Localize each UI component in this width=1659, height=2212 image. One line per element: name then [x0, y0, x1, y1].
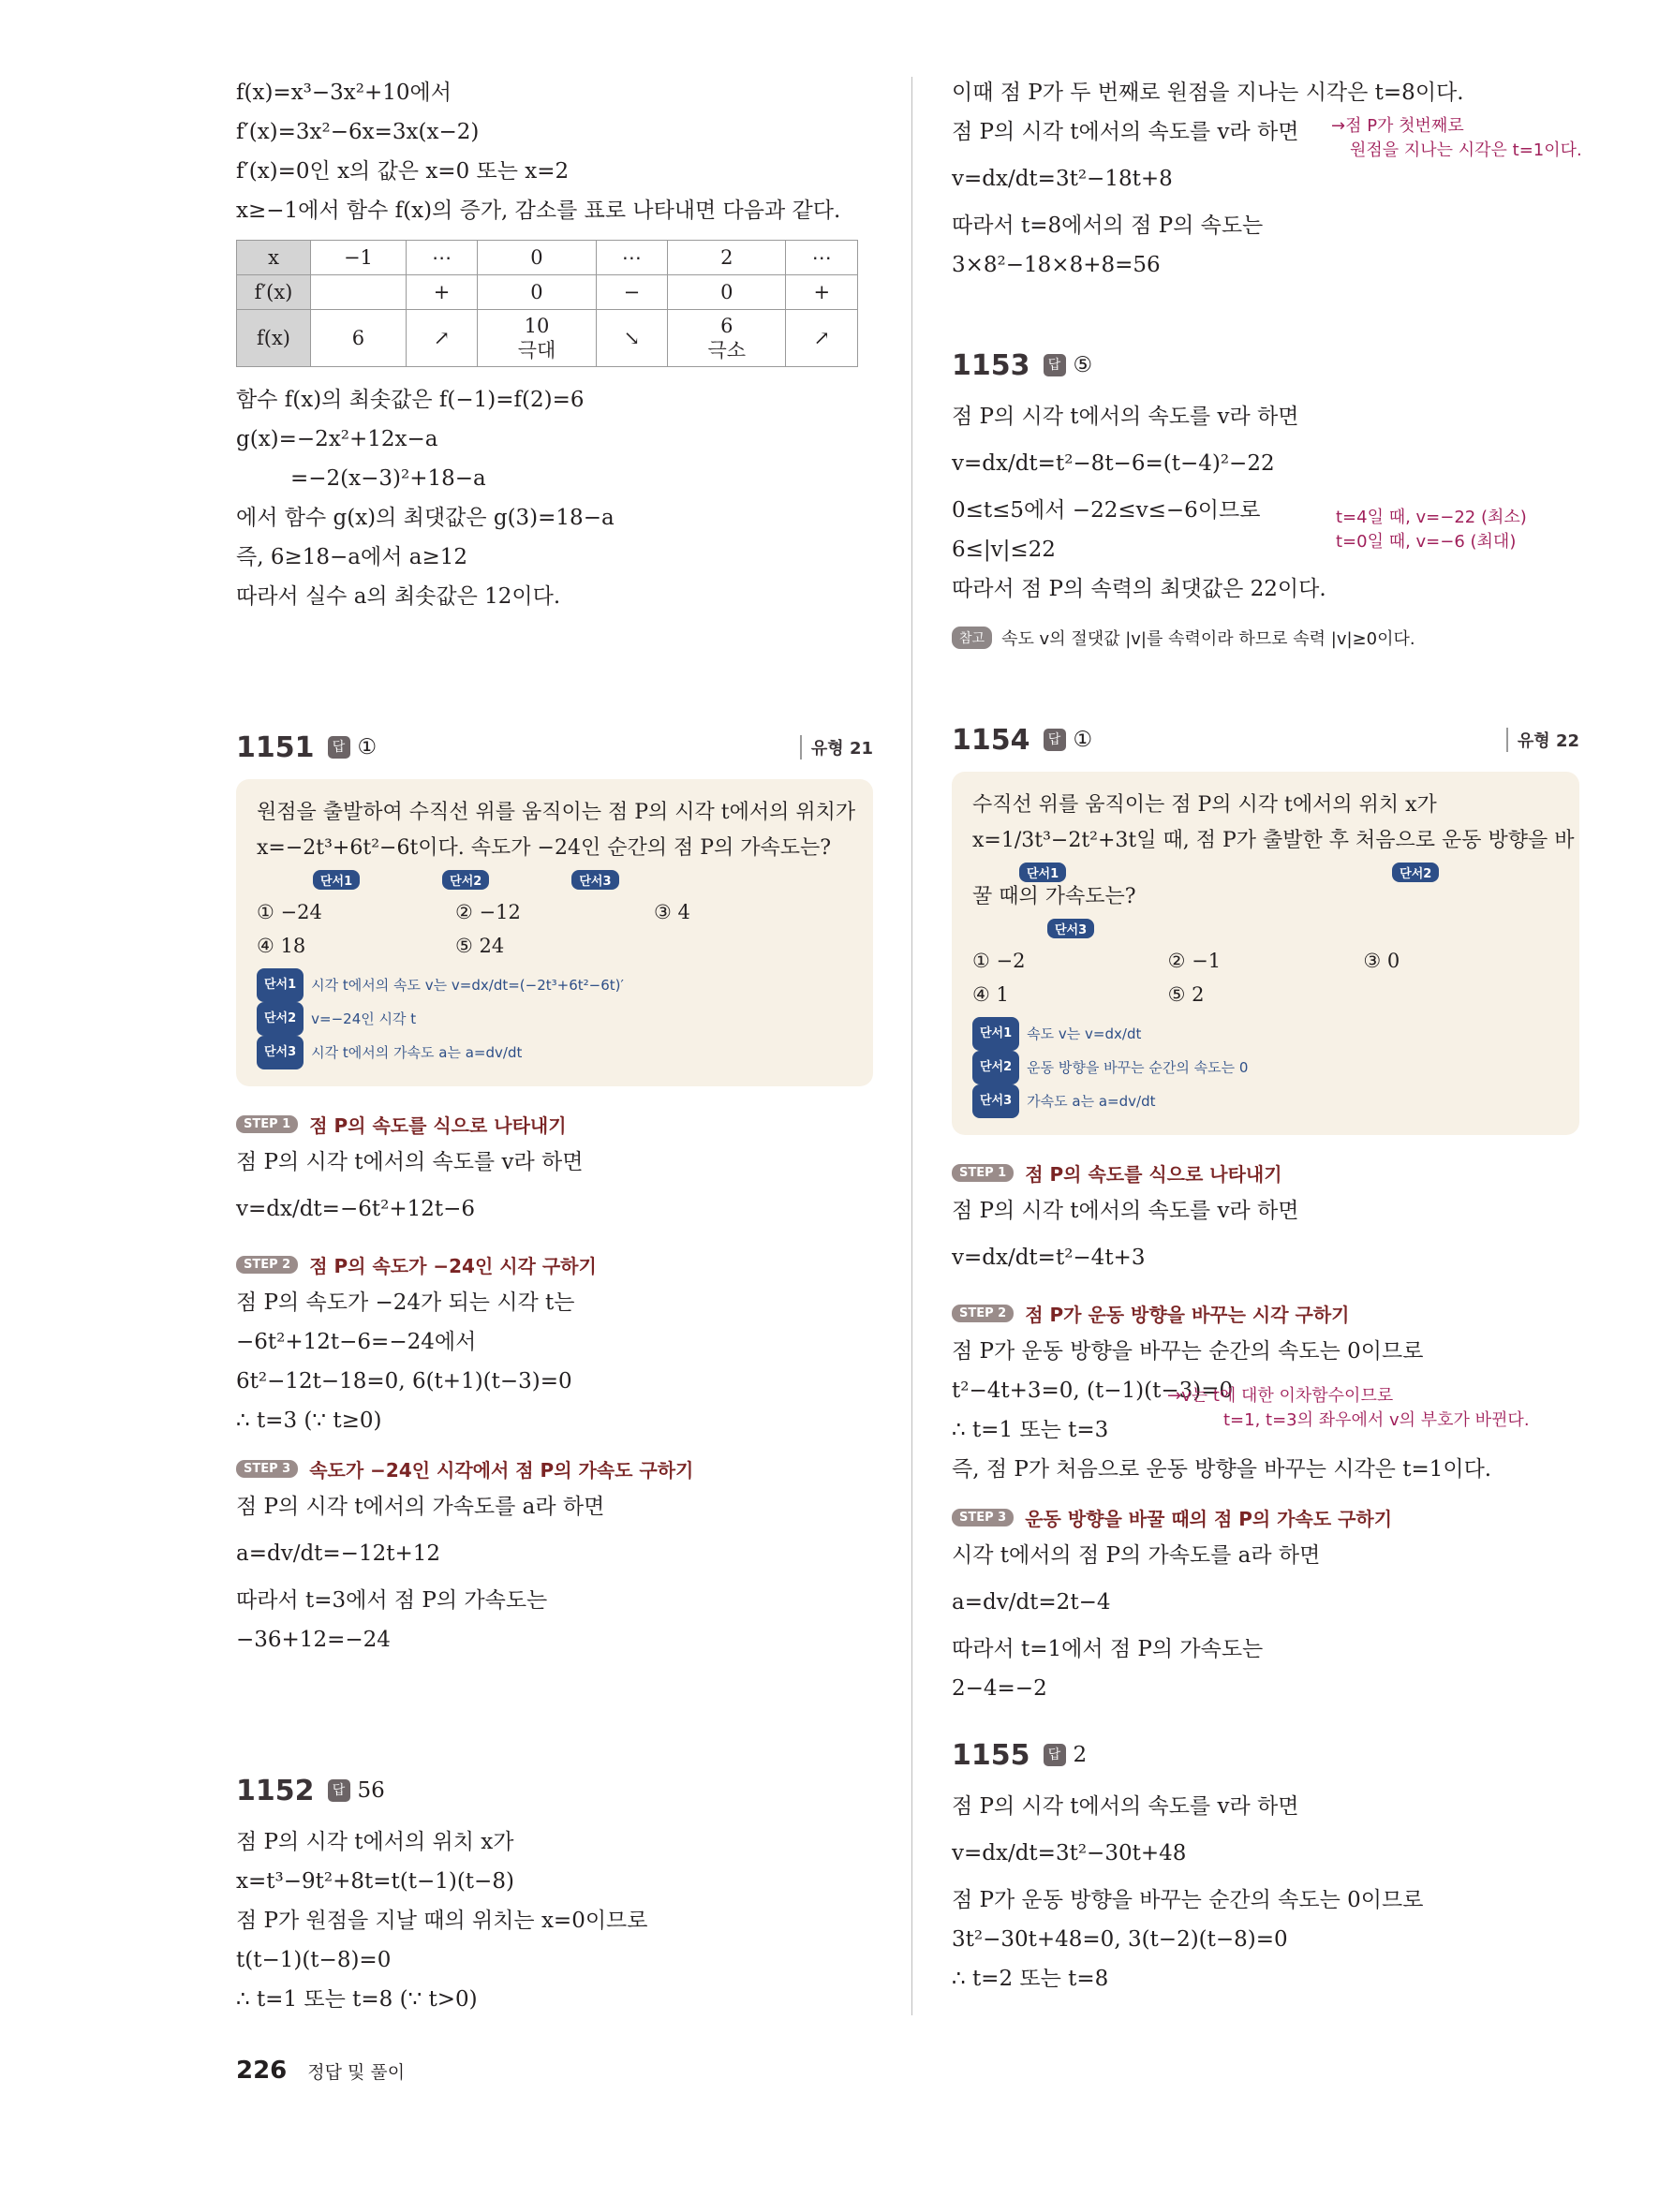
solution-line: 점 P의 시각 t에서의 위치 x가 [236, 1830, 514, 1854]
step-badge: STEP 1 [952, 1164, 1014, 1182]
solution-block [952, 397, 1579, 609]
solution-line: a=dv/dt=−12t+12 [236, 1541, 441, 1566]
step-title: 속도가 −24인 시각에서 점 P의 가속도 구하기 [309, 1458, 694, 1482]
solution-line: 점 P의 시각 t에서의 속도를 v라 하면 [236, 1150, 584, 1174]
choice: ⑤ 24 [455, 935, 505, 957]
question-line: x=1/3t³−2t²+3t일 때, 점 P가 출발한 후 처음으로 운동 방향을 바 [972, 829, 1575, 852]
clue-tag: 단서2 [257, 1002, 304, 1036]
clue-tag: 단서1 [313, 870, 360, 890]
hint-text: 속도 v는 v=dx/dt [1027, 1025, 1142, 1042]
page-footer [236, 2057, 405, 2085]
problem-number: 1153 [952, 348, 1030, 382]
table-cell: 6 [311, 310, 407, 367]
clue-tag: 단서2 [442, 870, 489, 890]
solution-line: 점 P가 운동 방향을 바꾸는 순간의 속도는 0이므로 [952, 1888, 1424, 1912]
question-box [952, 772, 1579, 1135]
question-box [236, 779, 873, 1086]
side-note [1331, 114, 1582, 163]
clue-tag-row [257, 869, 852, 890]
solution-line: 3t²−30t+48=0, 3(t−2)(t−8)=0 [952, 1927, 1288, 1952]
choice: ③ 4 [654, 901, 690, 923]
solution-line: 함수 f(x)의 최솟값은 f(−1)=f(2)=6 [236, 388, 585, 412]
answer-badge: 답 [328, 1779, 350, 1802]
solution-line: f′(x)=0인 x의 값은 x=0 또는 x=2 [236, 159, 570, 184]
choice: ② −12 [455, 901, 521, 923]
table-cell [478, 310, 596, 367]
hint-text: 가속도 a는 a=dv/dt [1027, 1093, 1156, 1110]
problem-header-1152 [236, 1764, 873, 1817]
choice: ① −2 [972, 950, 1026, 972]
table-row-f [237, 310, 858, 367]
problem-type: 유형 21 [800, 735, 873, 759]
solution-line: 따라서 t=1에서 점 P의 가속도는 [952, 1637, 1264, 1661]
clue-tag: 단서3 [1047, 919, 1094, 938]
solution-line: 0≤t≤5에서 −22≤v≤−6이므로 [952, 498, 1261, 523]
problem-header-1151 [236, 721, 873, 774]
solution-line: v=dx/dt=−6t²+12t−6 [236, 1197, 475, 1221]
step-badge: STEP 1 [236, 1115, 298, 1133]
choice: ③ 0 [1363, 950, 1400, 972]
solution-line: ∴ t=1 또는 t=3 [952, 1418, 1109, 1442]
hint-line [972, 1084, 1559, 1118]
table-cell: + [406, 275, 477, 310]
solution-line: 점 P가 원점을 지날 때의 위치는 x=0이므로 [236, 1909, 648, 1933]
table-cell: − [596, 275, 667, 310]
clue-tag: 단서1 [1019, 863, 1066, 882]
table-row-fprime [237, 275, 858, 310]
hint-line [972, 1017, 1559, 1051]
solution-line: 시각 t에서의 점 P의 가속도를 a라 하면 [952, 1543, 1321, 1568]
answer-badge: 답 [328, 736, 350, 759]
step-badge: STEP 2 [236, 1256, 298, 1274]
clue-tag-row [972, 862, 1559, 882]
solution-line: t²−4t+3=0, (t−1)(t−3)=0 [952, 1379, 1234, 1403]
choice: ④ 1 [972, 983, 1009, 1006]
problem-number: 1154 [952, 723, 1030, 757]
table-cell: ⋯ [596, 241, 667, 275]
clue-tag: 단서3 [257, 1036, 304, 1069]
cell-note: 극소 [707, 339, 747, 361]
solution-line: 점 P가 운동 방향을 바꾸는 순간의 속도는 0이므로 [952, 1339, 1424, 1364]
problem-type: 유형 22 [1506, 728, 1579, 752]
step-header [236, 1105, 873, 1143]
reference-note [952, 616, 1579, 659]
table-cell: ↗ [406, 310, 477, 367]
problem-header-1153 [952, 339, 1579, 391]
solution-line: 점 P의 시각 t에서의 속도를 v라 하면 [952, 405, 1299, 429]
note-line: t=4일 때, v=−22 (최소) [1336, 508, 1527, 527]
cell-value: 10 [524, 315, 550, 337]
choice: ② −1 [1167, 950, 1222, 972]
solution-line: t(t−1)(t−8)=0 [236, 1948, 392, 1972]
step-title: 점 P의 속도를 식으로 나타내기 [1025, 1162, 1282, 1186]
solution-line: 따라서 t=8에서의 점 P의 속도는 [952, 214, 1264, 238]
step-badge: STEP 2 [952, 1305, 1014, 1322]
solution-line: v=dx/dt=t²−4t+3 [952, 1246, 1146, 1270]
step-header [952, 1154, 1579, 1191]
step-body [952, 1332, 1579, 1489]
cell-value: 6 [720, 315, 733, 337]
table-cell: ⋯ [786, 241, 858, 275]
answer-value: 2 [1073, 1743, 1088, 1767]
step-title: 운동 방향을 바꿀 때의 점 P의 가속도 구하기 [1025, 1507, 1393, 1530]
choice: ⑤ 2 [1167, 983, 1205, 1006]
hint-text: 시각 t에서의 속도 v는 v=dx/dt=(−2t³+6t²−6t)′ [311, 977, 624, 994]
solution-line: 에서 함수 g(x)의 최댓값은 g(3)=18−a [236, 506, 615, 530]
solution-line: f′(x)=3x²−6x=3x(x−2) [236, 120, 480, 144]
continuation-block [952, 73, 1582, 285]
problem-header-1155 [952, 1729, 1579, 1781]
page-label: 정답 및 풀이 [307, 2062, 406, 2083]
column-divider [911, 77, 912, 2015]
note-line: t=1, t=3의 좌우에서 v의 부호가 바뀐다. [1223, 1410, 1530, 1430]
solution-line: 점 P의 시각 t에서의 속도를 v라 하면 [952, 120, 1299, 144]
choice: ① −24 [257, 901, 322, 923]
table-cell: + [786, 275, 858, 310]
solution-line: ∴ t=2 또는 t=8 [952, 1967, 1109, 1991]
solution-line: 2−4=−2 [952, 1676, 1047, 1701]
hint-line [972, 1051, 1559, 1084]
clue-tag: 단서2 [972, 1051, 1019, 1084]
note-line: 원점을 지나는 시각은 t=1이다. [1350, 140, 1582, 160]
answer-badge: 답 [1044, 354, 1066, 376]
solution-line: 6≤|v|≤22 [952, 538, 1056, 562]
solution-line: 점 P의 시각 t에서의 가속도를 a라 하면 [236, 1495, 605, 1519]
solution-line: 즉, 점 P가 처음으로 운동 방향을 바꾸는 시각은 t=1이다. [952, 1457, 1492, 1482]
table-cell: f′(x) [237, 275, 311, 310]
increase-decrease-table [236, 240, 858, 367]
clue-tag-row [972, 918, 1559, 938]
question-line: 수직선 위를 움직이는 점 P의 시각 t에서의 위치 x가 [972, 793, 1437, 817]
note-line: t=0일 때, v=−6 (최대) [1336, 532, 1517, 552]
side-note [1167, 1384, 1530, 1433]
solution-line: a=dv/dt=2t−4 [952, 1590, 1111, 1615]
step-badge: STEP 3 [236, 1460, 298, 1478]
solution-line: 6t²−12t−18=0, 6(t+1)(t−3)=0 [236, 1369, 572, 1394]
answer-value: ① [357, 735, 378, 759]
choice-list [972, 944, 1559, 1011]
hint-text: v=−24인 시각 t [311, 1010, 417, 1027]
solution-line: −36+12=−24 [236, 1628, 391, 1652]
question-line: x=−2t³+6t²−6t이다. 속도가 −24인 순간의 점 P의 가속도는? [257, 836, 832, 860]
solution-line: x≥−1에서 함수 f(x)의 증가, 감소를 표로 나타내면 다음과 같다. [236, 199, 841, 223]
solution-line: 따라서 실수 a의 최솟값은 12이다. [236, 584, 561, 609]
clue-tag: 단서2 [1392, 863, 1439, 882]
table-cell [311, 275, 407, 310]
answer-value: ① [1073, 728, 1093, 752]
clue-tag: 단서3 [571, 870, 618, 890]
table-row-x [237, 241, 858, 275]
answer-value: 56 [357, 1778, 385, 1803]
clue-tag: 단서3 [972, 1084, 1019, 1118]
hint-line [257, 1002, 852, 1036]
step-title: 점 P의 속도를 식으로 나타내기 [309, 1113, 567, 1137]
solution-line: v=dx/dt=t²−8t−6=(t−4)²−22 [952, 451, 1275, 476]
solution-line: ∴ t=1 또는 t=8 (∵ t>0) [236, 1987, 478, 2012]
table-cell: −1 [311, 241, 407, 275]
problem-number: 1151 [236, 730, 315, 764]
choice: ④ 18 [257, 935, 306, 957]
answer-value: ⑤ [1073, 353, 1093, 377]
answer-badge: 답 [1044, 729, 1066, 751]
question-line: 꿀 때의 가속도는? [972, 885, 1136, 908]
table-cell: ↘ [596, 310, 667, 367]
cell-note: 극대 [517, 339, 556, 361]
side-note [1336, 506, 1527, 554]
table-cell [668, 310, 786, 367]
solution-line: 3×8²−18×8+8=56 [952, 253, 1161, 277]
problem-header-1154 [952, 714, 1579, 766]
note-line: →점 P가 첫번째로 [1331, 116, 1464, 136]
solution-line: ∴ t=3 (∵ t≥0) [236, 1408, 382, 1433]
page-number: 226 [236, 2057, 288, 2085]
left-column [236, 73, 873, 2019]
hint-line [257, 968, 852, 1002]
solution-line: f(x)=x³−3x²+10에서 [236, 81, 452, 105]
step-header [236, 1450, 873, 1487]
hint-text: 운동 방향을 바꾸는 순간의 속도는 0 [1027, 1059, 1249, 1076]
solution-line: −6t²+12t−6=−24에서 [236, 1330, 477, 1354]
solution-line: 따라서 점 P의 속력의 최댓값은 22이다. [952, 577, 1326, 601]
choice-list [257, 895, 852, 963]
hint-text: 시각 t에서의 가속도 a는 a=dv/dt [311, 1044, 523, 1061]
table-cell: f(x) [237, 310, 311, 367]
step-badge: STEP 3 [952, 1509, 1014, 1526]
problem-number: 1152 [236, 1774, 315, 1807]
table-cell: 0 [478, 241, 596, 275]
step-title: 점 P가 운동 방향을 바꾸는 시각 구하기 [1025, 1303, 1350, 1326]
solution-line: g(x)=−2x²+12x−a [236, 427, 438, 451]
solution-line: v=dx/dt=3t²−30t+48 [952, 1841, 1187, 1865]
step-title: 점 P의 속도가 −24인 시각 구하기 [309, 1254, 597, 1277]
solution-line: =−2(x−3)²+18−a [290, 466, 486, 491]
step-header [952, 1294, 1579, 1332]
right-column [952, 73, 1582, 1998]
hint-line [257, 1036, 852, 1069]
clue-tag: 단서1 [972, 1017, 1019, 1051]
reference-text: 속도 v의 절댓값 |v|를 속력이라 하므로 속력 |v|≥0이다. [1001, 629, 1415, 649]
solution-line: v=dx/dt=3t²−18t+8 [952, 167, 1173, 191]
table-cell: x [237, 241, 311, 275]
solution-line: 이때 점 P가 두 번째로 원점을 지나는 시각은 t=8이다. [952, 81, 1464, 105]
table-cell: ⋯ [406, 241, 477, 275]
solution-line: 따라서 t=3에서 점 P의 가속도는 [236, 1588, 548, 1613]
note-line: →v는 t에 대한 이차함수이므로 [1167, 1386, 1394, 1406]
step-header [952, 1498, 1579, 1536]
answer-badge: 답 [1044, 1744, 1066, 1766]
question-line: 원점을 출발하여 수직선 위를 움직이는 점 P의 시각 t에서의 위치가 [257, 801, 856, 824]
clue-tag: 단서1 [257, 968, 304, 1002]
problem-number: 1155 [952, 1738, 1030, 1772]
solution-line: x=t³−9t²+8t=t(t−1)(t−8) [236, 1869, 514, 1894]
table-cell: 2 [668, 241, 786, 275]
solution-line: 즉, 6≥18−a에서 a≥12 [236, 545, 467, 569]
table-cell: 0 [668, 275, 786, 310]
solution-line: 점 P의 시각 t에서의 속도를 v라 하면 [952, 1794, 1299, 1819]
reference-badge: 참고 [952, 627, 992, 649]
solution-line: 점 P의 시각 t에서의 속도를 v라 하면 [952, 1199, 1299, 1223]
solution-line: 점 P의 속도가 −24가 되는 시각 t는 [236, 1290, 575, 1315]
table-cell: ↗ [786, 310, 858, 367]
table-cell: 0 [478, 275, 596, 310]
step-header [236, 1246, 873, 1283]
